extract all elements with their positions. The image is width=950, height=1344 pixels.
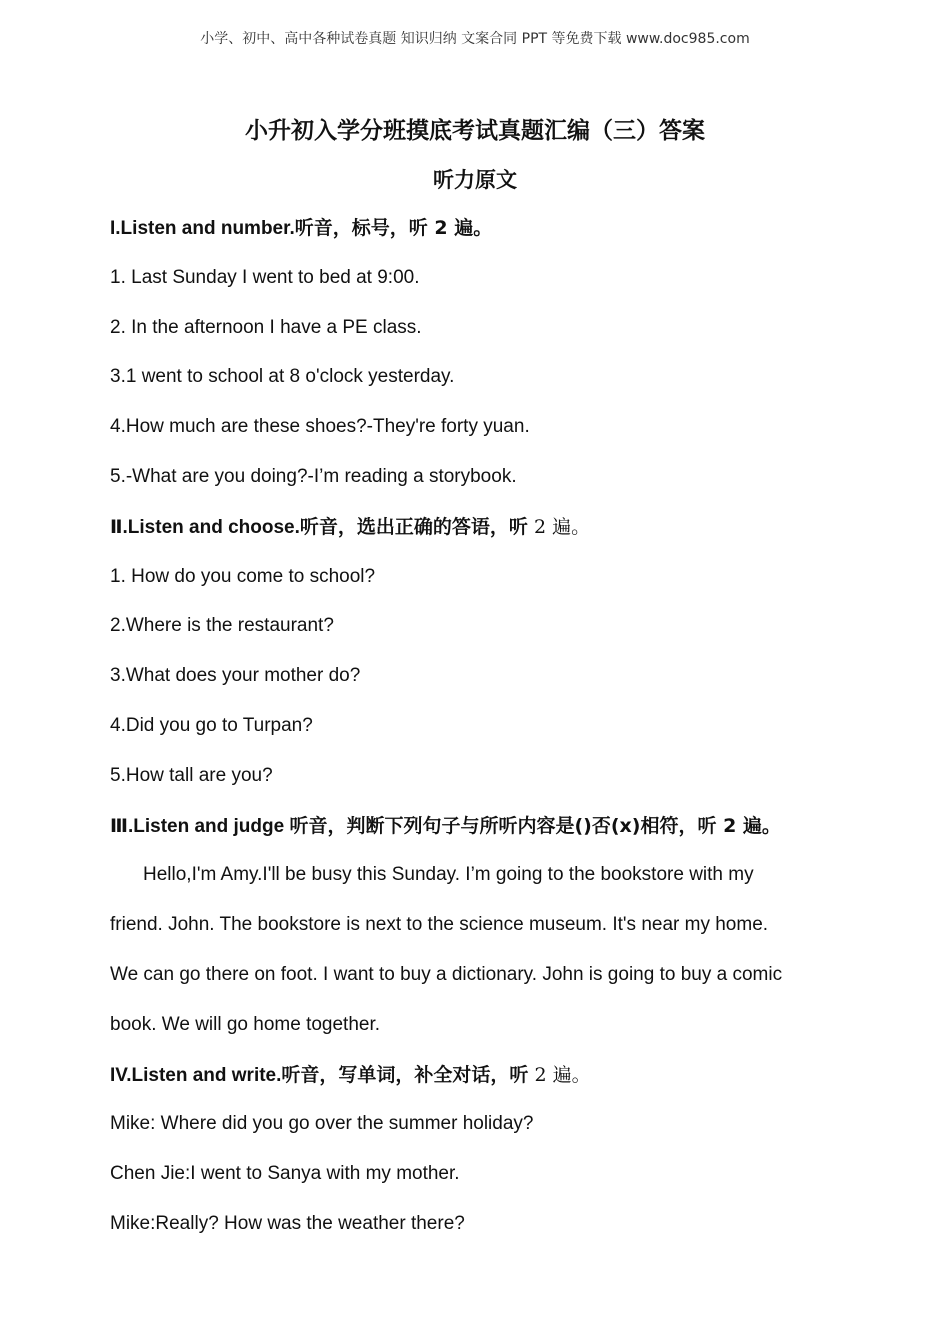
- section-3-heading-en: Ⅲ.Listen and judge: [110, 815, 290, 837]
- list-item: 2. In the afternoon I have a PE class.: [110, 316, 422, 338]
- section-1-heading-cn: 听音，标号，听 2 遍。: [294, 217, 493, 239]
- page-header: 小学、初中、高中各种试卷真题 知识归纳 文案合同 PPT 等免费下载 www.doc985.com: [200, 31, 750, 47]
- document-title: 小升初入学分班摸底考试真题汇编（三）答案: [245, 118, 705, 144]
- section-1-heading: [110, 210, 850, 260]
- section-3-heading-cn: 听音，判断下列句子与所听内容是()否(x)相符，听 2 遍。: [289, 814, 781, 837]
- list-item: 2.Where is the restaurant?: [110, 615, 334, 637]
- section-2-heading: [110, 509, 850, 559]
- section-4-heading-en: IV.Listen and write.: [110, 1064, 282, 1086]
- dialogue-line: Mike: Where did you go over the summer holiday?: [110, 1113, 534, 1135]
- section-4-heading: [110, 1057, 850, 1107]
- paragraph-line: We can go there on foot. I want to buy a dictionary. John is going to buy a comic: [110, 963, 783, 985]
- section-2-heading-en: Ⅱ.Listen and choose.: [110, 516, 300, 538]
- document-body: [110, 210, 850, 1256]
- paragraph-line: book. We will go home together.: [110, 1013, 381, 1035]
- document-subtitle: 听力原文: [433, 168, 517, 192]
- dialogue-line: Mike:Really? How was the weather there?: [110, 1212, 465, 1234]
- list-item: 3.1 went to school at 8 o'clock yesterday.: [110, 366, 455, 388]
- list-item: 3.What does your mother do?: [110, 665, 361, 687]
- list-item: 5.How tall are you?: [110, 764, 273, 786]
- section-2-heading-tail: 2 遍。: [527, 515, 591, 538]
- section-3-heading: [110, 808, 850, 858]
- list-item: 1. Last Sunday I went to bed at 9:00.: [110, 266, 420, 288]
- paragraph-line: friend. John. The bookstore is next to the science museum. It's near my home.: [110, 914, 769, 936]
- section-2-heading-cn: 听音，选出正确的答语，听: [299, 515, 528, 538]
- paragraph-line: Hello,I'm Amy.I'll be busy this Sunday. I’m going to the bookstore with my: [143, 864, 754, 886]
- dialogue-line: Chen Jie:I went to Sanya with my mother.: [110, 1163, 460, 1185]
- section-4-heading-cn: 听音，写单词，补全对话，听: [281, 1063, 529, 1086]
- section-1-heading-en: I.Listen and number.: [110, 218, 295, 239]
- list-item: 1. How do you come to school?: [110, 565, 376, 587]
- list-item: 4.How much are these shoes?-They're forty yuan.: [110, 416, 530, 438]
- list-item: 4.Did you go to Turpan?: [110, 714, 313, 736]
- section-4-heading-tail: 2 遍。: [528, 1063, 591, 1086]
- list-item: 5.-What are you doing?-I’m reading a storybook.: [110, 465, 517, 487]
